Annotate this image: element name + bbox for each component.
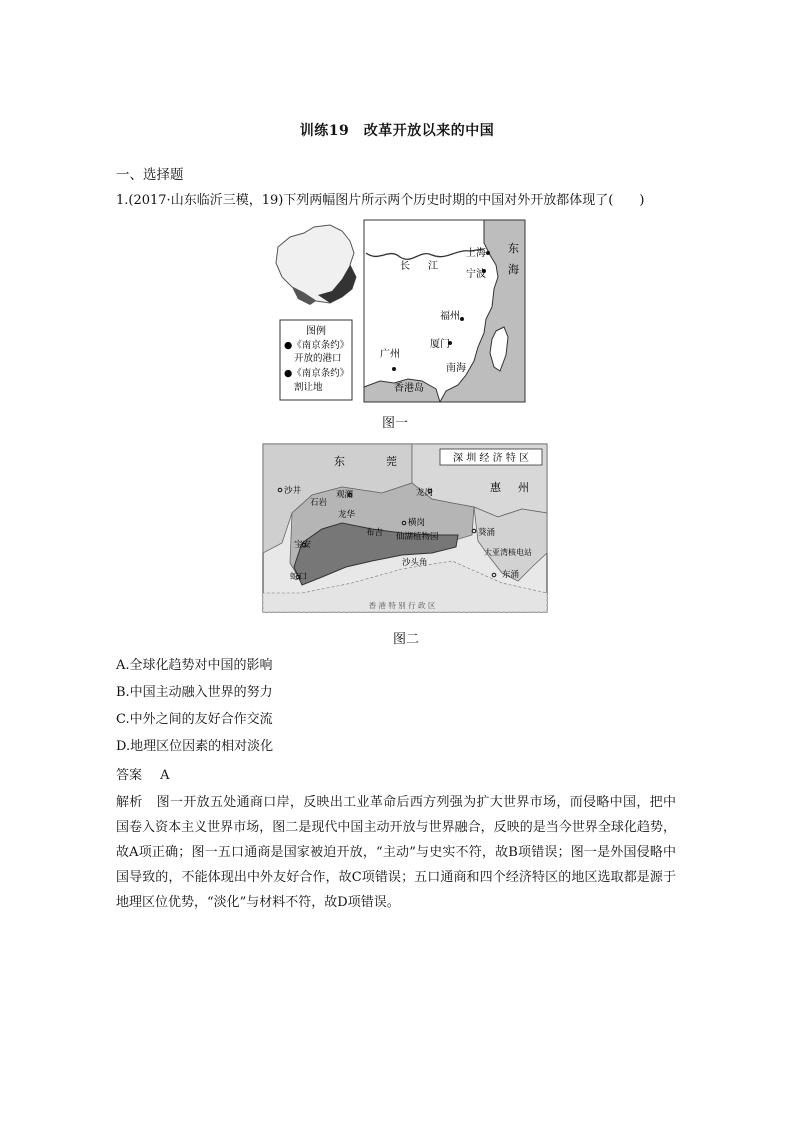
analysis-block: [116, 790, 676, 915]
label-hongkong: 香港岛: [394, 383, 424, 394]
figure-1-caption: 图一: [381, 416, 408, 431]
option-b: B.中国主动融入世界的努力: [116, 685, 273, 700]
label-guangzhou: 广州: [380, 349, 400, 360]
map-label: 莞: [386, 455, 397, 468]
map-label: 仙湖植物园: [396, 532, 439, 542]
figure-1: [270, 219, 526, 403]
legend-item1-line2: 开放的港口: [294, 353, 342, 364]
label-ningbo: 宁波: [466, 269, 486, 280]
figure-2-map: [262, 443, 548, 613]
label-east: 东: [508, 242, 519, 255]
map2-title: 深 圳 经 济 特 区: [453, 453, 529, 464]
map-label: 沙井: [284, 486, 302, 496]
map-label: 葵涌: [478, 528, 496, 538]
legend-title: 图例: [306, 326, 326, 337]
analysis-label: 解析: [116, 795, 143, 810]
answer-line: [116, 764, 170, 783]
map-label: 沙头角: [402, 558, 428, 568]
map-label: 宝安: [294, 540, 312, 550]
analysis-text: 图一开放五处通商口岸，反映出工业革命后西方列强为扩大世界市场，而侵略中国，把中国卷入资本主义世界市场，图二是现代中国主动开放与世界融合，反映的是当今世界全球化趋势，故A项正确；图一五口通商是国家被迫开放，“主动”与史实不符，故B项错误；图一是外国侵略中国导致的，不能体现出中外友好合作，故C项错误；五口通商和四个经济特区的地区选取都是源于地理区位优势，“淡化”与材料不符，故D项错误。: [116, 795, 676, 910]
map-label: 布吉: [366, 528, 384, 538]
map-label: 龙岗: [416, 488, 434, 498]
map-label: 州: [518, 481, 529, 494]
map-label: 观澜: [336, 490, 354, 500]
figure-1-map: [270, 219, 526, 403]
legend-item2-line1: ●《南京条约》: [284, 368, 350, 379]
map-label: 石岩: [310, 498, 328, 508]
option-c: C.中外之间的友好合作交流: [116, 712, 273, 727]
map-label: 大亚湾核电站: [484, 548, 532, 557]
figure-2: [262, 443, 548, 613]
option-a: A.全球化趋势对中国的影响: [116, 658, 273, 673]
label-chang: 长: [400, 261, 410, 272]
label-fuzhou: 福州: [440, 311, 460, 322]
legend-item1-line1: ●《南京条约》: [284, 340, 350, 351]
label-shanghai: 上海: [466, 248, 486, 259]
label-sea: 海: [508, 263, 519, 276]
legend-item2-line2: 割让地: [294, 382, 323, 393]
map-label: 蛇口: [290, 572, 308, 582]
answer-label: 答案: [116, 768, 143, 783]
section-heading: 一、选择题: [116, 167, 184, 183]
label-jiang: 江: [428, 261, 438, 272]
label-xiamen: 厦门: [430, 339, 450, 350]
map-label: 横岗: [408, 518, 426, 528]
map-label: 龙华: [338, 510, 356, 520]
map-label: 东: [334, 455, 345, 468]
answer-value: A: [160, 768, 170, 783]
map-label: 东涌: [502, 570, 520, 580]
page-title: 训练19 改革开放以来的中国: [299, 123, 495, 139]
question-stem: 1.(2017·山东临沂三模，19)下列两幅图片所示两个历史时期的中国对外开放都体现了( ): [116, 193, 645, 208]
figure-2-caption: 图二: [392, 632, 419, 647]
option-d: D.地理区位因素的相对淡化: [116, 739, 274, 754]
map-label: 惠: [490, 481, 501, 494]
label-nanhai: 南海: [446, 363, 466, 374]
map-label: 香 港 特 别 行 政 区: [368, 601, 436, 610]
